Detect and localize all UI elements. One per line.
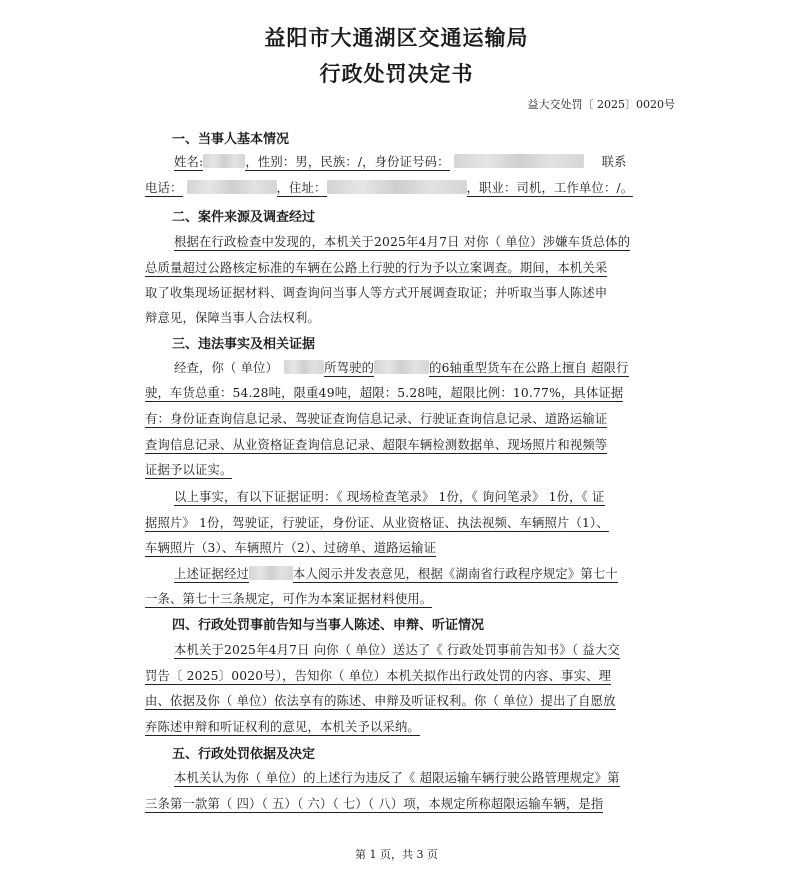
section3-line1: 经查，你（ 单位） 所驾驶的 的6轴重型货车在公路上擅自 超限行 [174, 361, 629, 375]
section4-heading: 四、行政处罚事前告知与当事人陈述、申辩、听证情况 [172, 618, 485, 633]
section2-line: 根据在行政检查中发现的，本机关于2025年4月7日 对你（ 单位）涉嫌车货总体的 [174, 235, 631, 249]
gender-ethnicity-id-label: ，性别：男，民族：/，身份证号码： [245, 155, 450, 169]
redacted-address [327, 180, 467, 194]
section4-line: 罚告〔 2025〕0020号），告知你（ 单位）本机关拟作出行政处罚的内容、事实、理 [145, 669, 612, 683]
section3-heading: 三、违法事实及相关证据 [172, 337, 316, 352]
redacted-name [203, 154, 245, 168]
document-number: 益大交处罚〔 2025〕0020号 [527, 98, 675, 111]
redacted-id-number [454, 154, 584, 168]
redacted-phone [187, 180, 277, 194]
occupation-employer: ，职业：司机，工作单位：/。 [466, 181, 634, 195]
redacted-plate-number [374, 360, 429, 374]
section3-line: 证据予以证实。 [145, 463, 233, 477]
section3-line: 驶，车货总重：54.28吨，限重49吨，超限：5.28吨，超限比例：10.77%，具体证据 [145, 386, 624, 400]
agency-title: 益阳市大通湖区交通运输局 [264, 26, 529, 50]
evidence-confirmation-line1: 上述证据经过 本人阅示并发表意见，根据《湖南省行政程序规定》第七十 [174, 567, 618, 581]
address-label: ，住址： [276, 181, 327, 195]
evidence-line: 以上事实，有以下证据证明：《 现场检查笔录》 1份，《 询问笔录》 1份，《 证 [174, 490, 605, 504]
redacted-driver-name [284, 360, 324, 374]
section2-line: 总质量超过公路核定标准的车辆在公路上行驶的行为予以立案调查。期间，本机关采 [145, 261, 608, 275]
section4-line: 由、依据及你（ 单位）依法享有的陈述、申辩及听证权利。你（ 单位）提出了自愿放 [145, 694, 616, 708]
section4-line: 本机关于2025年4月7日 向你（ 单位）送达了《 行政处罚事前告知书》（ 益大交 [174, 643, 620, 657]
section5-line: 三条第一款第（ 四）（ 五）（ 六）（ 七）（ 八）项，本规定所称超限运输车辆，是指 [145, 797, 604, 811]
document-type-title: 行政处罚决定书 [319, 62, 474, 86]
section2-line: 辩意见，保障当事人合法权利。 [145, 311, 320, 325]
section5-line: 本机关认为你（ 单位）的上述行为违反了《 超限运输车辆行驶公路管理规定》第 [174, 771, 620, 785]
section2-line: 取了收集现场证据材料、调查询问当事人等方式开展调查取证；并听取当事人陈述申 [145, 286, 608, 300]
page-number: 第 1 页，共 3 页 [355, 848, 438, 861]
phone-label: 电话： [145, 181, 183, 195]
section5-heading: 五、行政处罚依据及决定 [172, 747, 316, 762]
evidence-line: 车辆照片（3）、车辆照片（2）、过磅单、道路运输证 [145, 541, 437, 555]
section4-line: 弃陈述申辩和听证权利的意见，本机关予以采纳。 [145, 720, 420, 734]
contact-label: 联系 [601, 155, 627, 169]
name-label: 姓名: [174, 155, 204, 169]
section1-heading: 一、当事人基本情况 [172, 132, 290, 147]
section1-line2 [145, 178, 675, 196]
section2-heading: 二、案件来源及调查经过 [172, 210, 316, 225]
section3-line: 有：身份证查询信息记录、驾驶证查询信息记录、行驶证查询信息记录、道路运输证 [145, 412, 608, 426]
evidence-line: 据照片》 1份，驾驶证，行驶证，身份证、从业资格证、执法视频、车辆照片（1）、 [145, 516, 609, 530]
section3-line: 查询信息记录、从业资格证查询信息记录、超限车辆检测数据单、现场照片和视频等 [145, 438, 608, 452]
redacted-party-name [249, 566, 293, 580]
evidence-confirmation-line2: 一条、第七十三条规定，可作为本案证据材料使用。 [145, 592, 433, 606]
section1-line1 [174, 152, 674, 170]
